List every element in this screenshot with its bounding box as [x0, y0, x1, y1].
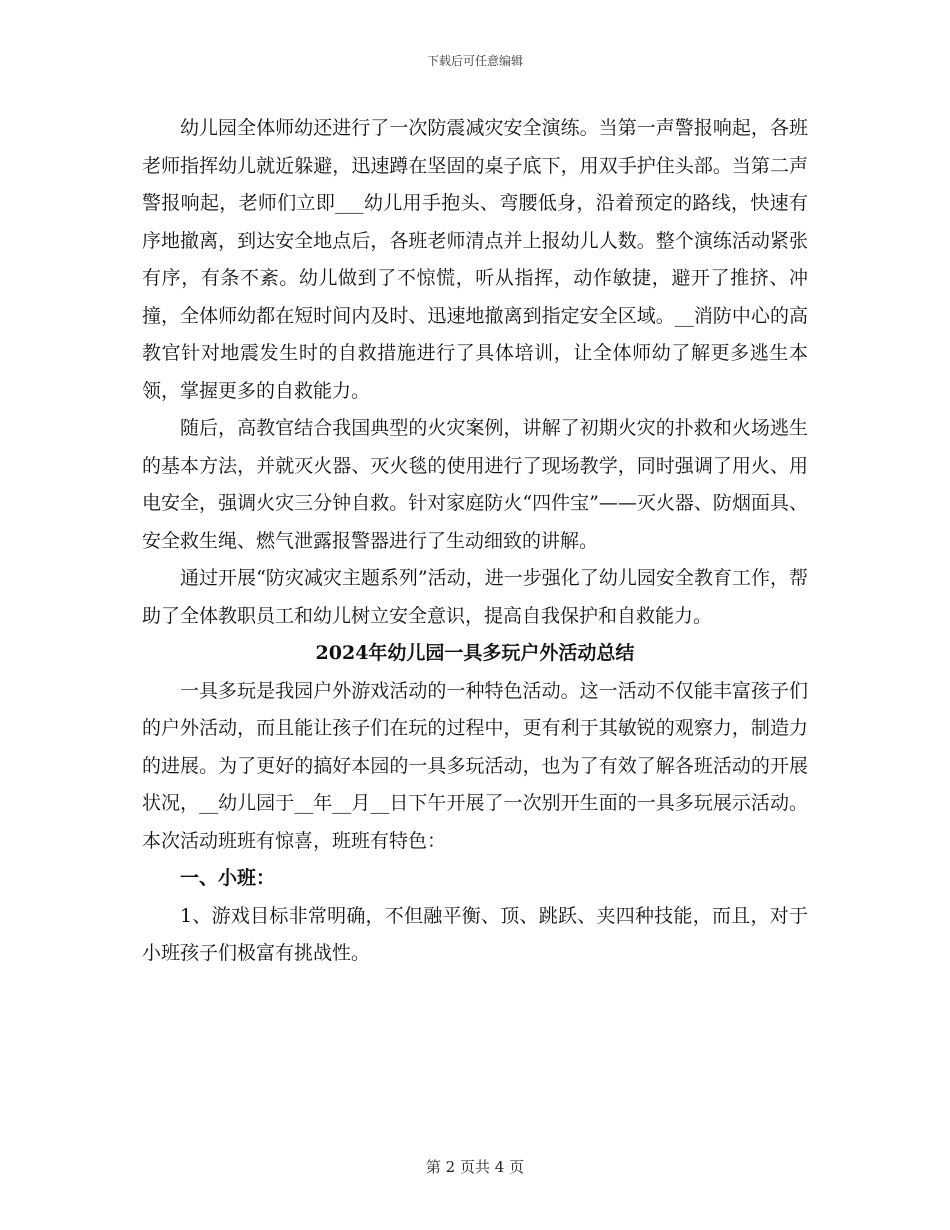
document-body: [142, 110, 808, 973]
subsection-heading: 一、小班：: [180, 867, 276, 889]
page-number: 第 2 页共 4 页: [425, 1158, 525, 1176]
paragraph-fire-training: 随后，高教官结合我国典型的火灾案例，讲解了初期火灾的扑救和火场逃生的基本方法，并就灭火器、灭火毯的使用进行了现场教学，同时强调了用火、用电安全，强调火灾三分钟自救。针对家庭防火“四件宝”——灭火器、防烟面具、安全救生绳、燃气泄露报警器进行了生动细致的讲解。: [142, 417, 808, 552]
paragraph-summary: 通过开展“防灾减灾主题系列”活动，进一步强化了幼儿园安全教育工作，帮助了全体教职员工和幼儿树立安全意识，提高自我保护和自救能力。: [142, 567, 808, 627]
section-title: 2024年幼儿园一具多玩户外活动总结: [315, 642, 635, 664]
paragraph-drill: 幼儿园全体师幼还进行了一次防震减灾安全演练。当第一声警报响起，各班老师指挥幼儿就近躲避，迅速蹲在坚固的桌子底下，用双手护住头部。当第二声警报响起，老师们立即___幼儿用手抱头、弯腰低身，沿着预定的路线，快速有序地撤离，到达安全地点后，各班老师清点并上报幼儿人数。整个演练活动紧张有序，有条不紊。幼儿做到了不惊慌，听从指挥，动作敏捷，避开了推挤、冲撞，全体师幼都在短时间内及时、迅速地撤离到指定安全区域。__消防中心的高教官针对地震发生时的自救措施进行了具体培训，让全体师幼了解更多逃生本领，掌握更多的自救能力。: [142, 117, 808, 402]
page-header-note: 下载后可任意编辑: [426, 54, 523, 68]
paragraph-intro: 一具多玩是我园户外游戏活动的一种特色活动。这一活动不仅能丰富孩子们的户外活动，而且能让孩子们在玩的过程中，更有利于其敏锐的观察力，制造力的进展。为了更好的搞好本园的一具多玩活动，也为了有效了解各班活动的开展状况，__幼儿园于__年__月__日下午开展了一次别开生面的一具多玩展示活动。本次活动班班有惊喜，班班有特色：: [142, 679, 808, 852]
paragraph-item-1: 1、游戏目标非常明确，不但融平衡、顶、跳跃、夹四种技能，而且，对于小班孩子们极富有挑战性。: [142, 904, 808, 964]
